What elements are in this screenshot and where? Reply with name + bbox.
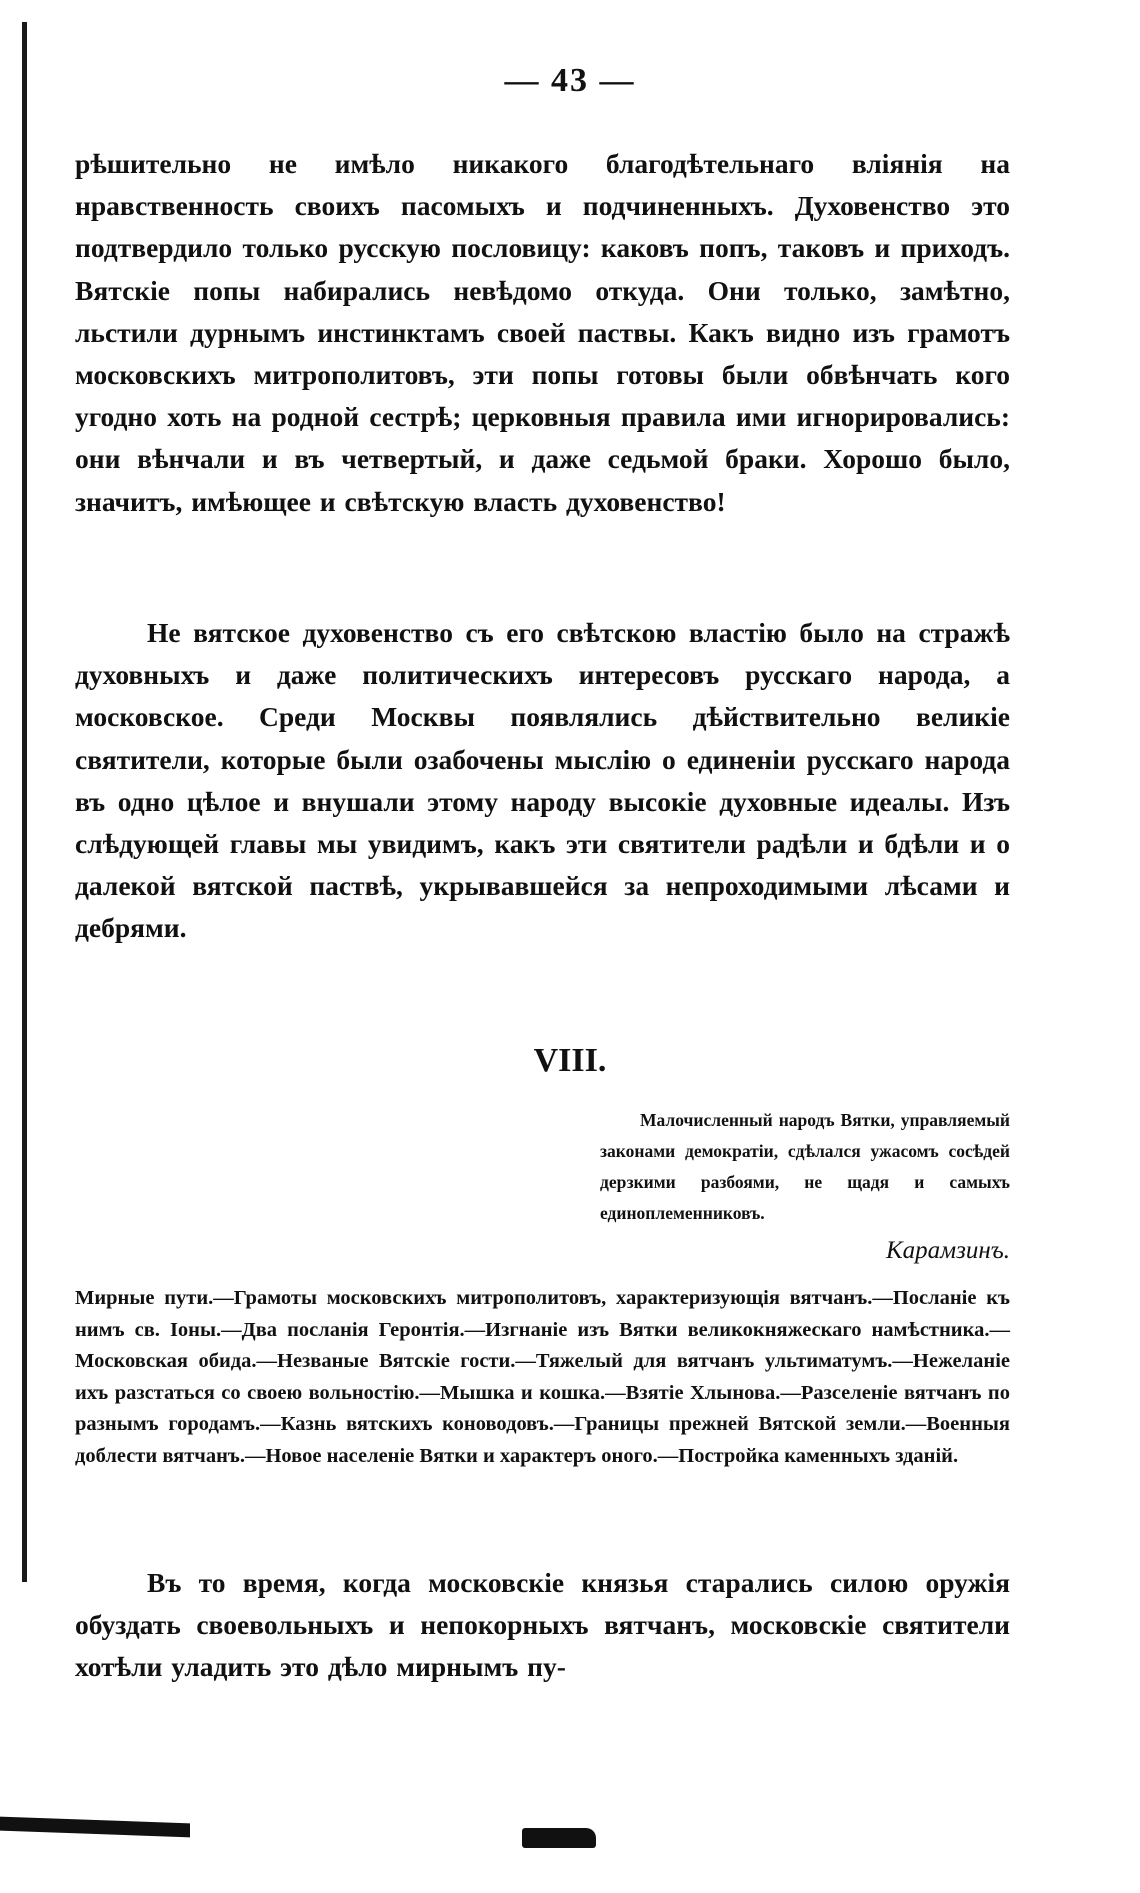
scan-artifact-center xyxy=(522,1828,596,1848)
scan-artifact-left xyxy=(0,1817,190,1838)
epigraph-text: Малочисленный народъ Вятки, управляемый законами демократіи, сдѣлался ужасомъ сосѣдей дерзкими разбоями, не щадя и самыхъ единоплеменниковъ. xyxy=(600,1110,1010,1223)
epigraph xyxy=(600,1105,1010,1269)
epigraph-author: Карамзинъ. xyxy=(886,1237,1010,1264)
page-number: — 43 — xyxy=(504,62,636,99)
chapter-summary: Мирные пути.—Грамоты московскихъ митрополитовъ, характеризующія вятчанъ.—Посланіе къ нимъ св. Іоны.—Два посланія Геронтія.—Изгнаніе изъ Вятки великокняжескаго намѣстника.—Московская обида.—Незваные Вятскіе гости.—Тяжелый для вятчанъ ультиматумъ.—Нежеланіе ихъ разстаться со своею вольностію.—Мышка и кошка.—Взятіе Хлынова.—Разселеніе вятчанъ по разнымъ городамъ.—Казнь вятскихъ коноводовъ.—Границы прежней Вятской земли.—Военныя доблести вятчанъ.—Новое населеніе Вятки и характеръ оного.—Постройка каменныхъ зданій. xyxy=(75,1287,1010,1467)
paragraph-1: рѣшительно не имѣло никакого благодѣтельнаго вліянія на нравственность своихъ пасомыхъ и подчиненныхъ. Духовенство это подтвердило только русскую пословицу: каковъ попъ, таковъ и приходъ. Вятскіе попы набирались невѣдомо откуда. Они только, замѣтно, льстили дурнымъ инстинктамъ своей паствы. Какъ видно изъ грамотъ московскихъ митрополитовъ, эти попы готовы были обвѣнчать кого угодно хоть на родной сестрѣ; церковныя правила ими игнорировались: они вѣнчали и въ четвертый, и даже седьмой браки. Хорошо было, значитъ, имѣющее и свѣтскую власть духовенство! xyxy=(75,148,1010,517)
chapter-number: VIII. xyxy=(533,1042,607,1079)
paragraph-2: Не вятское духовенство съ его свѣтскою властію было на стражѣ духовныхъ и даже политическихъ интересовъ русскаго народа, а московское. Среди Москвы появлялись дѣйствительно великіе святители, которые были озабочены мыслію о единеніи русскаго народа въ одно цѣлое и внушали этому народу высокіе духовные идеалы. Изъ слѣдующей главы мы увидимъ, какъ эти святители радѣли и бдѣли и о далекой вятской паствѣ, укрывавшейся за непроходимыми лѣсами и дебрями. xyxy=(75,617,1010,944)
left-margin-rule xyxy=(22,22,27,1582)
paragraph-3: Въ то время, когда московскіе князья старались силою оружія обуздать своевольныхъ и непокорныхъ вятчанъ, московскіе святители хотѣли уладить это дѣло мирнымъ пу- xyxy=(75,1567,1010,1683)
